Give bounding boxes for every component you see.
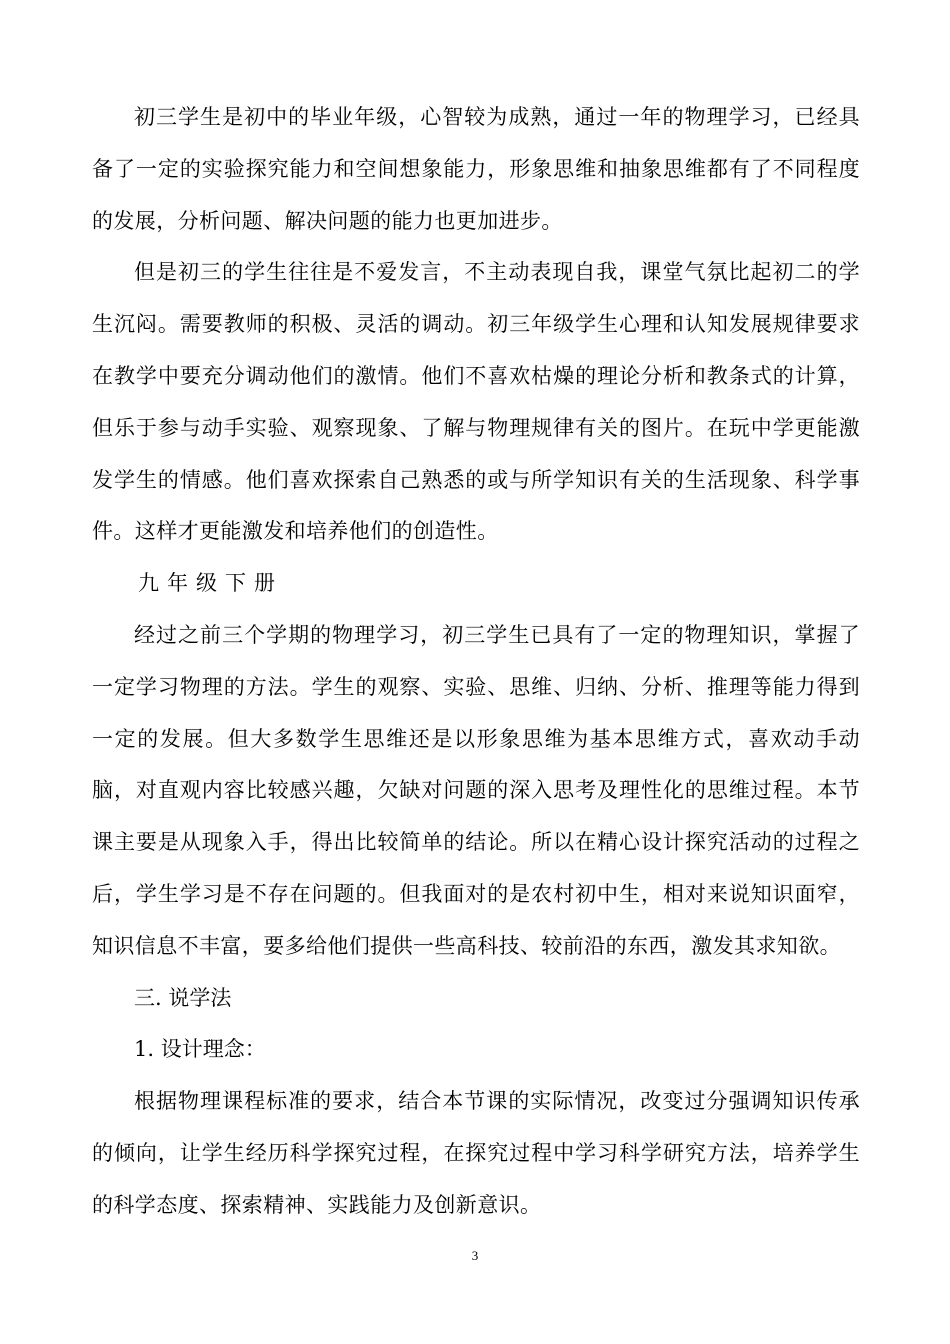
paragraph-design-concept: 根据物理课程标准的要求，结合本节课的实际情况，改变过分强调知识传承的倾向，让学生经历科学探究过程，在探究过程中学习科学研究方法，培养学生的科学态度、探索精神、实践能力及创新意识。 (92, 1089, 860, 1217)
section-heading-learning-method: 三. 说学法 (134, 985, 232, 1010)
subheading-design-concept: 1. 设计理念： (134, 1037, 266, 1062)
paragraph-learning-analysis: 经过之前三个学期的物理学习，初三学生已具有了一定的物理知识，掌握了一定学习物理的方法。学生的观察、实验、思维、归纳、分析、推理等能力得到一定的发展。但大多数学生思维还是以形象思维为基本思维方式，喜欢动手动脑，对直观内容比较感兴趣，欠缺对问题的深入思考及理性化的思维过程。本节课主要是从现象入手，得出比较简单的结论。所以在精心设计探究活动的过程之后，学生学习是不存在问题的。但我面对的是农村初中生，相对来说知识面窄，知识信息不丰富，要多给他们提供一些高科技、较前沿的东西，激发其求知欲。 (92, 622, 860, 958)
document-body (92, 92, 860, 1232)
page-number: 3 (471, 1248, 479, 1263)
paragraph-student-maturity: 初三学生是初中的毕业年级，心智较为成熟，通过一年的物理学习，已经具备了一定的实验探究能力和空间想象能力，形象思维和抽象思维都有了不同程度的发展，分析问题、解决问题的能力也更加进步。 (92, 105, 860, 233)
paragraph-classroom-atmosphere: 但是初三的学生往往是不爱发言，不主动表现自我，课堂气氛比起初二的学生沉闷。需要教师的积极、灵活的调动。初三年级学生心理和认知发展规律要求在教学中要充分调动他们的激情。他们不喜欢枯燥的理论分析和教条式的计算，但乐于参与动手实验、观察现象、了解与物理规律有关的图片。在玩中学更能激发学生的情感。他们喜欢探索自己熟悉的或与所学知识有关的生活现象、科学事件。这样才更能激发和培养他们的创造性。 (92, 260, 860, 544)
section-heading-grade9-volume2: 九年级下册 (138, 571, 283, 596)
